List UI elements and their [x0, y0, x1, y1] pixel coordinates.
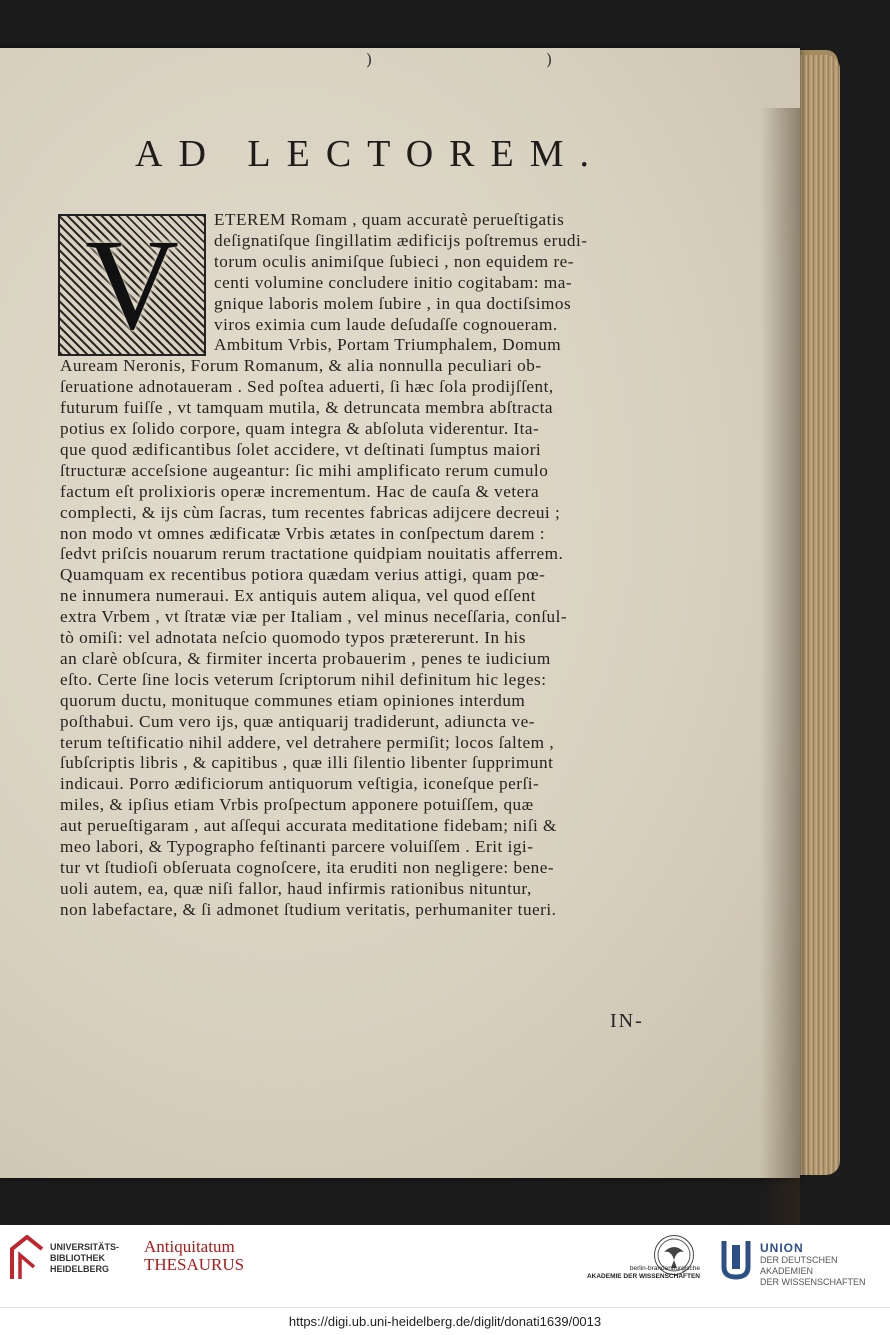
page-title: AD LECTOREM.: [135, 133, 605, 175]
catchword: IN-: [610, 1010, 644, 1032]
text-line: futurum fuiſſe , vt tamquam mutila, & detruncata membra abſtracta: [60, 398, 554, 418]
bbaw-label[interactable]: [580, 1265, 700, 1281]
text-line: meo labori, & Typographo feſtinanti parcere voluiſſem . Erit igi-: [60, 837, 534, 856]
text-line: viros eximia cum laude deſudaſſe cognoueram.: [214, 314, 558, 334]
text-line: potius ex ſolido corpore, quam integra & abſoluta viderentur. Ita-: [60, 419, 540, 438]
text-line: deſignatiſque ſingillatim ædificijs poſtremus erudi-: [214, 230, 588, 250]
text-line: uoli autem, ea, quæ niſi fallor, haud infirmis rationibus nituntur,: [60, 878, 532, 898]
text-line: torum oculis animiſque ſubieci , non equidem re-: [214, 251, 575, 271]
text-line: tur vt ſtudioſi obſeruata cognoſcere, ita eruditi non negligere: bene-: [60, 857, 555, 877]
initial-letter: V: [85, 213, 179, 357]
text-line: miles, & ipſius etiam Vrbis proſpectum apponere potuiſſem, quæ: [60, 795, 534, 815]
text-line: non labefactare, & ſi admonet ſtudium veritatis, perhumaniter tueri.: [60, 899, 557, 919]
page-shadow: [760, 108, 800, 1225]
text-line: Ambitum Vrbis, Portam Triumphalem, Domum: [214, 335, 562, 355]
text-line: terum teſtificatio nihil addere, vel detrahere permiſit; locos ſaltem ,: [60, 732, 555, 752]
bbaw-line-2: AKADEMIE DER WISSENSCHAFTEN: [586, 1273, 700, 1280]
text-line: gnique laboris molem ſubire , in qua doctiſsimos: [214, 293, 572, 313]
text-line: an clarè obſcura, & firmiter incerta probauerim , penes te iudicium: [60, 648, 551, 668]
text-line: ſtructuræ acceſsione augeantur: ſic mihi amplificato rerum cumulo: [60, 460, 549, 480]
text-line: Auream Neronis, Forum Romanum, & alia nonnulla peculiari ob-: [60, 356, 542, 376]
union-title: UNION: [760, 1241, 804, 1255]
union-sub-2: DER WISSENSCHAFTEN: [760, 1277, 866, 1287]
text-line: ne innumera numeraui. Ex antiquis autem aliqua, vel quod eſſent: [60, 586, 536, 606]
page-mark-right: ): [546, 50, 553, 69]
text-line: eſto. Certe ſine locis veterum ſcriptorum nihil definitum hic leges:: [60, 669, 547, 689]
text-line: factum eſt prolixioris operæ incrementum. Hac de cauſa & vetera: [60, 481, 540, 501]
ub-line-2: BIBLIOTHEK: [50, 1253, 105, 1263]
text-line: centi volumine concludere initio cogitabam: ma-: [214, 272, 573, 292]
union-label[interactable]: [760, 1241, 890, 1288]
text-line: indicaui. Porro ædificiorum antiquorum veſtigia, iconeſque perſi-: [60, 774, 540, 794]
text-line: Quamquam ex recentibus potiora quædam verius attigi, quam pœ-: [60, 565, 546, 585]
at-line-1: Antiquitatum: [144, 1237, 235, 1256]
text-line: ſeruatione adnotaueram . Sed poſtea aduerti, ſi hæc ſola prodijſſent,: [60, 377, 554, 397]
text-line: poſthabui. Cum vero ijs, quæ antiquarij tradiderunt, adiuncta ve-: [60, 711, 535, 731]
url-bar: [0, 1307, 890, 1335]
ub-heidelberg-label[interactable]: [50, 1242, 119, 1275]
text-line: ſubſcriptis libris , & capitibus , quæ illi ſilentio libenter ſupprimunt: [60, 753, 554, 773]
union-sub-1: DER DEUTSCHEN AKADEMIEN: [760, 1255, 838, 1276]
text-line: extra Vrbem , vt ſtratæ viæ per Italiam , vel minus neceſſaria, conſul-: [60, 607, 568, 627]
text-line: aut perueſtigaram , aut aſſequi accurata meditatione fidebam; niſi &: [60, 816, 557, 836]
text-line: non modo vt omnes ædificatæ Vrbis ætates in conſpectum darem :: [60, 523, 546, 543]
bbaw-line-1: berlin-brandenburgische: [629, 1265, 700, 1272]
text-line: ETEREM Romam , quam accuratè perueſtigatis: [214, 210, 565, 229]
at-line-2: THESAURUS: [144, 1255, 245, 1274]
union-logo-icon[interactable]: [718, 1237, 754, 1281]
ub-line-1: UNIVERSITÄTS-: [50, 1242, 120, 1252]
text-line: quorum ductu, monituque communes etiam opiniones interdum: [60, 690, 526, 710]
permalink-url[interactable]: https://digi.ub.uni-heidelberg.de/diglit/donati1639/0013: [288, 1314, 602, 1329]
ub-line-3: HEIDELBERG: [50, 1264, 110, 1274]
decorated-initial: [58, 214, 206, 356]
antiquitatum-thesaurus-logo[interactable]: [144, 1238, 244, 1274]
text-line: que quod ædificantibus ſolet accidere, vt deſtinati ſumptus maiori: [60, 439, 542, 459]
page-mark-left: ): [366, 50, 373, 69]
text-line: tò omiſi: vel adnotata neſcio quomodo typos prætererunt. In his: [60, 628, 526, 647]
text-line: ſedvt priſcis nouarum rerum tractatione quidpiam nouitatis afferrem.: [60, 544, 564, 564]
footer-bar: [0, 1225, 890, 1307]
text-line: complecti, & ijs cùm ſacras, tum recentes fabricas adijcere decreui ;: [60, 502, 561, 522]
ub-heidelberg-logo-icon[interactable]: [10, 1235, 44, 1281]
